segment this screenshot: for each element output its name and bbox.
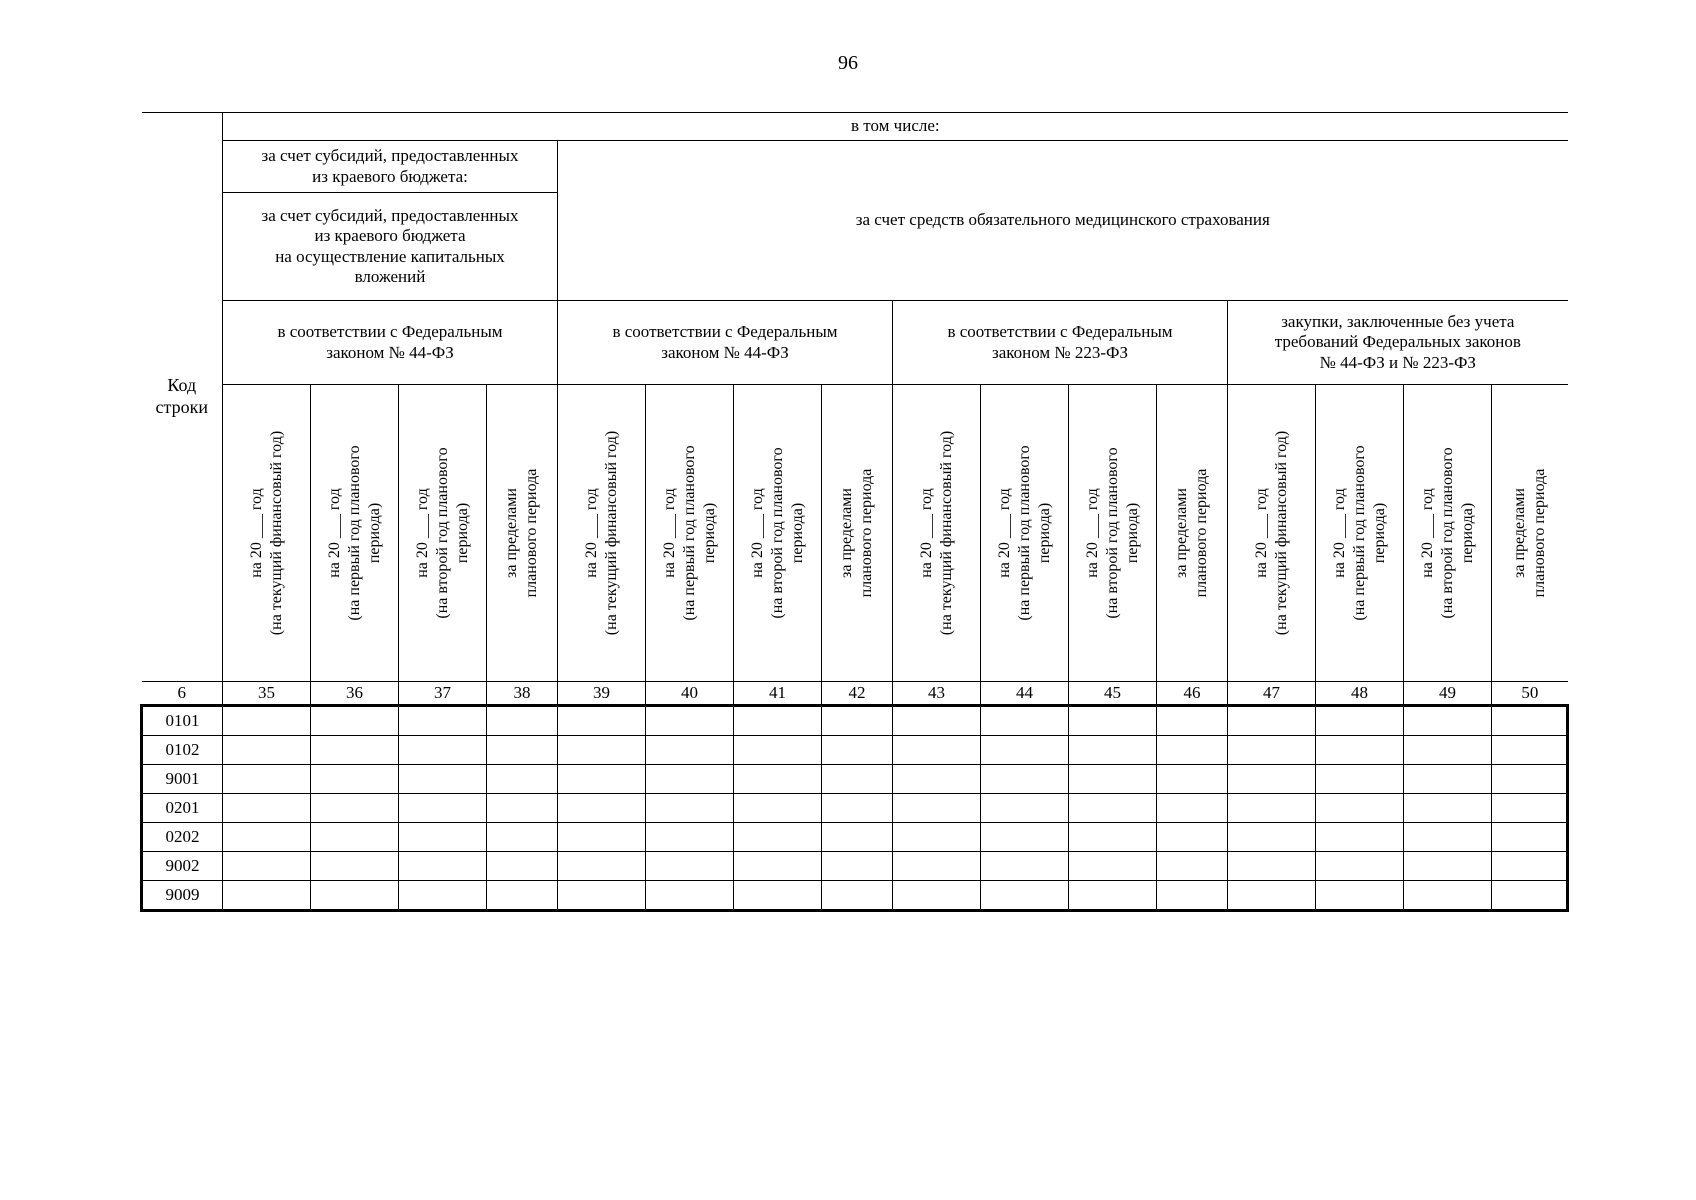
data-cell[interactable] bbox=[1404, 852, 1492, 881]
data-cell[interactable] bbox=[981, 852, 1069, 881]
data-cell[interactable] bbox=[893, 823, 981, 852]
data-cell[interactable] bbox=[399, 852, 487, 881]
in-total-header: в том числе: bbox=[223, 113, 1568, 141]
data-cell[interactable] bbox=[822, 736, 893, 765]
data-cell[interactable] bbox=[1316, 706, 1404, 736]
period-header: на 20 ___ год (на текущий финансовый год) bbox=[1228, 385, 1316, 682]
data-cell[interactable] bbox=[399, 823, 487, 852]
data-cell[interactable] bbox=[981, 881, 1069, 911]
data-cell[interactable] bbox=[1157, 852, 1228, 881]
oms-header: за счет средств обязательного медицинского страхования bbox=[558, 141, 1568, 301]
data-cell[interactable] bbox=[1316, 852, 1404, 881]
row-code: 0202 bbox=[142, 823, 223, 852]
data-cell[interactable] bbox=[646, 881, 734, 911]
period-header: за пределами планового периода bbox=[1157, 385, 1228, 682]
data-cell[interactable] bbox=[1316, 736, 1404, 765]
subsidy-header: за счет субсидий, предоставленных из краевого бюджета: bbox=[223, 141, 558, 193]
column-number: 36 bbox=[311, 682, 399, 706]
data-cell[interactable] bbox=[981, 765, 1069, 794]
data-cell[interactable] bbox=[558, 852, 646, 881]
data-cell[interactable] bbox=[1069, 765, 1157, 794]
data-cell[interactable] bbox=[893, 736, 981, 765]
data-cell[interactable] bbox=[223, 765, 311, 794]
data-cell[interactable] bbox=[223, 823, 311, 852]
data-cell[interactable] bbox=[487, 794, 558, 823]
data-cell[interactable] bbox=[1492, 852, 1568, 881]
data-cell[interactable] bbox=[1157, 794, 1228, 823]
column-number: 42 bbox=[822, 682, 893, 706]
data-cell[interactable] bbox=[734, 823, 822, 852]
table-row bbox=[142, 706, 1568, 736]
data-cell[interactable] bbox=[646, 706, 734, 736]
data-cell[interactable] bbox=[1404, 765, 1492, 794]
data-cell[interactable] bbox=[734, 852, 822, 881]
code-header: Код строки bbox=[142, 113, 223, 682]
period-header: на 20 ___ год (на первый год планового периода) bbox=[311, 385, 399, 682]
data-cell[interactable] bbox=[1157, 823, 1228, 852]
group-header: закупки, заключенные без учета требований Федеральных законов № 44-ФЗ и № 223-ФЗ bbox=[1228, 301, 1568, 385]
data-cell[interactable] bbox=[399, 736, 487, 765]
data-cell[interactable] bbox=[646, 823, 734, 852]
data-cell[interactable] bbox=[487, 823, 558, 852]
group-header: в соответствии с Федеральным законом № 44-ФЗ bbox=[558, 301, 893, 385]
column-number: 38 bbox=[487, 682, 558, 706]
column-number: 43 bbox=[893, 682, 981, 706]
data-cell[interactable] bbox=[399, 765, 487, 794]
data-cell[interactable] bbox=[1316, 823, 1404, 852]
data-cell[interactable] bbox=[1228, 852, 1316, 881]
subsidy-capital-header: за счет субсидий, предоставленных из краевого бюджета на осуществление капитальных вложений bbox=[223, 193, 558, 301]
data-cell[interactable] bbox=[1404, 794, 1492, 823]
table-row bbox=[142, 823, 1568, 852]
data-cell[interactable] bbox=[487, 736, 558, 765]
period-header: за пределами планового периода bbox=[1492, 385, 1568, 682]
data-cell[interactable] bbox=[1069, 881, 1157, 911]
data-cell[interactable] bbox=[223, 881, 311, 911]
column-number: 37 bbox=[399, 682, 487, 706]
period-header: за пределами планового периода bbox=[822, 385, 893, 682]
period-header: на 20 ___ год (на текущий финансовый год) bbox=[223, 385, 311, 682]
data-cell[interactable] bbox=[1157, 765, 1228, 794]
data-cell[interactable] bbox=[223, 736, 311, 765]
data-cell[interactable] bbox=[1316, 794, 1404, 823]
data-cell[interactable] bbox=[646, 794, 734, 823]
group-header: в соответствии с Федеральным законом № 44-ФЗ bbox=[223, 301, 558, 385]
data-cell[interactable] bbox=[311, 706, 399, 736]
data-cell[interactable] bbox=[1316, 881, 1404, 911]
table-row bbox=[142, 794, 1568, 823]
data-cell[interactable] bbox=[558, 736, 646, 765]
data-cell[interactable] bbox=[558, 881, 646, 911]
column-number: 39 bbox=[558, 682, 646, 706]
data-cell[interactable] bbox=[646, 852, 734, 881]
data-cell[interactable] bbox=[1069, 736, 1157, 765]
data-cell[interactable] bbox=[1069, 852, 1157, 881]
data-cell[interactable] bbox=[822, 852, 893, 881]
data-cell[interactable] bbox=[487, 852, 558, 881]
data-cell[interactable] bbox=[734, 736, 822, 765]
data-cell[interactable] bbox=[1404, 706, 1492, 736]
data-cell[interactable] bbox=[734, 794, 822, 823]
data-cell[interactable] bbox=[646, 736, 734, 765]
data-cell[interactable] bbox=[487, 765, 558, 794]
row-code: 9002 bbox=[142, 852, 223, 881]
data-cell[interactable] bbox=[1069, 823, 1157, 852]
column-number: 48 bbox=[1316, 682, 1404, 706]
row-code: 9001 bbox=[142, 765, 223, 794]
data-cell[interactable] bbox=[1316, 765, 1404, 794]
column-number: 41 bbox=[734, 682, 822, 706]
column-number: 46 bbox=[1157, 682, 1228, 706]
data-cell[interactable] bbox=[311, 765, 399, 794]
data-cell[interactable] bbox=[487, 706, 558, 736]
data-cell[interactable] bbox=[223, 706, 311, 736]
data-cell[interactable] bbox=[822, 823, 893, 852]
table-row bbox=[142, 881, 1568, 911]
data-cell[interactable] bbox=[558, 823, 646, 852]
data-cell[interactable] bbox=[893, 852, 981, 881]
data-cell[interactable] bbox=[1228, 794, 1316, 823]
data-cell[interactable] bbox=[223, 852, 311, 881]
page-number: 96 bbox=[838, 52, 858, 74]
column-number: 35 bbox=[223, 682, 311, 706]
period-header: на 20 ___ год (на текущий финансовый год) bbox=[893, 385, 981, 682]
data-cell[interactable] bbox=[893, 794, 981, 823]
table-row bbox=[142, 736, 1568, 765]
period-header: на 20 ___ год (на первый год планового периода) bbox=[1316, 385, 1404, 682]
data-cell[interactable] bbox=[1228, 706, 1316, 736]
data-cell[interactable] bbox=[734, 765, 822, 794]
row-code: 0101 bbox=[142, 706, 223, 736]
column-number: 40 bbox=[646, 682, 734, 706]
column-number: 44 bbox=[981, 682, 1069, 706]
data-cell[interactable] bbox=[1228, 823, 1316, 852]
data-cell[interactable] bbox=[399, 706, 487, 736]
data-cell[interactable] bbox=[399, 881, 487, 911]
period-header: за пределами планового периода bbox=[487, 385, 558, 682]
data-cell[interactable] bbox=[1157, 736, 1228, 765]
row-code: 0201 bbox=[142, 794, 223, 823]
row-code: 9009 bbox=[142, 881, 223, 911]
data-cell[interactable] bbox=[981, 823, 1069, 852]
data-cell[interactable] bbox=[1404, 881, 1492, 911]
period-header: на 20 ___ год (на второй год планового периода) bbox=[399, 385, 487, 682]
period-header: на 20 ___ год (на второй год планового периода) bbox=[1069, 385, 1157, 682]
row-code: 0102 bbox=[142, 736, 223, 765]
report-table bbox=[140, 112, 1569, 912]
data-cell[interactable] bbox=[822, 765, 893, 794]
data-cell[interactable] bbox=[981, 794, 1069, 823]
data-cell[interactable] bbox=[1492, 765, 1568, 794]
period-header: на 20 ___ год (на текущий финансовый год) bbox=[558, 385, 646, 682]
period-header: на 20 ___ год (на второй год планового периода) bbox=[1404, 385, 1492, 682]
data-cell[interactable] bbox=[1492, 706, 1568, 736]
data-cell[interactable] bbox=[311, 823, 399, 852]
data-cell[interactable] bbox=[1069, 706, 1157, 736]
data-cell[interactable] bbox=[1069, 794, 1157, 823]
group-header: в соответствии с Федеральным законом № 223-ФЗ bbox=[893, 301, 1228, 385]
data-cell[interactable] bbox=[1492, 823, 1568, 852]
period-header: на 20 ___ год (на первый год планового периода) bbox=[981, 385, 1069, 682]
data-cell[interactable] bbox=[893, 881, 981, 911]
data-cell[interactable] bbox=[1404, 823, 1492, 852]
data-cell[interactable] bbox=[1157, 706, 1228, 736]
data-cell[interactable] bbox=[981, 706, 1069, 736]
data-cell[interactable] bbox=[558, 794, 646, 823]
data-cell[interactable] bbox=[1492, 794, 1568, 823]
data-cell[interactable] bbox=[558, 706, 646, 736]
data-cell[interactable] bbox=[399, 794, 487, 823]
period-header: на 20 ___ год (на второй год планового периода) bbox=[734, 385, 822, 682]
data-cell[interactable] bbox=[311, 881, 399, 911]
data-cell[interactable] bbox=[311, 736, 399, 765]
data-cell[interactable] bbox=[1492, 736, 1568, 765]
data-cell[interactable] bbox=[1404, 736, 1492, 765]
data-cell[interactable] bbox=[223, 794, 311, 823]
data-cell[interactable] bbox=[646, 765, 734, 794]
data-cell[interactable] bbox=[893, 706, 981, 736]
data-cell[interactable] bbox=[893, 765, 981, 794]
table-row bbox=[142, 765, 1568, 794]
data-cell[interactable] bbox=[1228, 765, 1316, 794]
table-row bbox=[142, 852, 1568, 881]
data-cell[interactable] bbox=[311, 794, 399, 823]
data-cell[interactable] bbox=[822, 881, 893, 911]
column-number: 49 bbox=[1404, 682, 1492, 706]
column-number: 50 bbox=[1492, 682, 1568, 706]
column-number: 47 bbox=[1228, 682, 1316, 706]
period-header: на 20 ___ год (на первый год планового периода) bbox=[646, 385, 734, 682]
data-cell[interactable] bbox=[822, 706, 893, 736]
data-cell[interactable] bbox=[1492, 881, 1568, 911]
column-number: 6 bbox=[142, 682, 223, 706]
column-number: 45 bbox=[1069, 682, 1157, 706]
data-cell[interactable] bbox=[558, 765, 646, 794]
data-cell[interactable] bbox=[311, 852, 399, 881]
data-cell[interactable] bbox=[734, 881, 822, 911]
data-cell[interactable] bbox=[487, 881, 558, 911]
data-cell[interactable] bbox=[822, 794, 893, 823]
data-cell[interactable] bbox=[981, 736, 1069, 765]
data-cell[interactable] bbox=[1228, 881, 1316, 911]
data-cell[interactable] bbox=[734, 706, 822, 736]
data-cell[interactable] bbox=[1157, 881, 1228, 911]
data-cell[interactable] bbox=[1228, 736, 1316, 765]
